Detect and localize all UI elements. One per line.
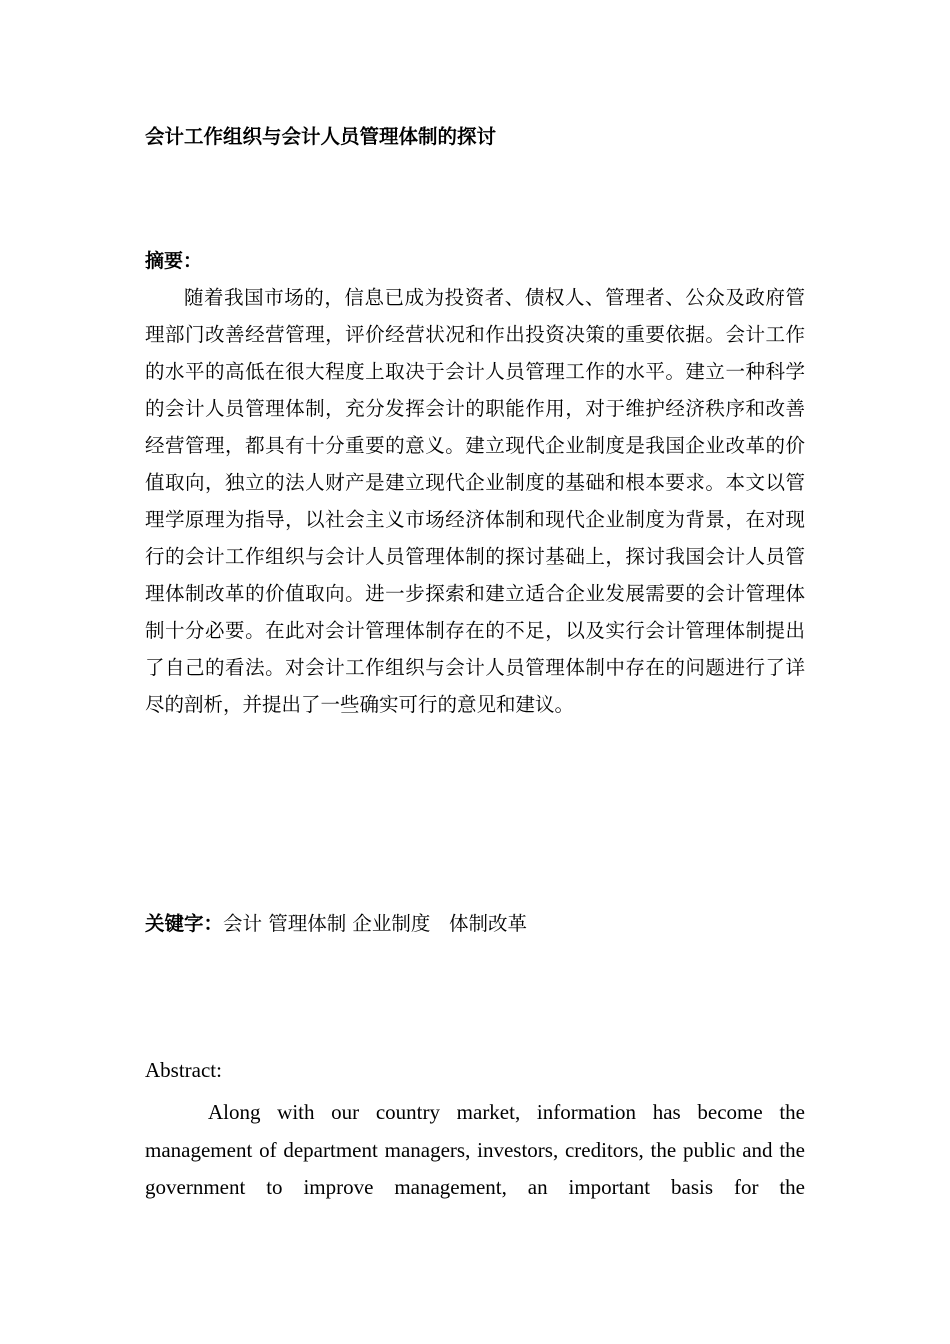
abstract-en-body: Along with our country market, information has become the management of department managers, investors, creditors, the public and the government to improve management, an important basis for the bbox=[145, 1100, 805, 1199]
keywords-line bbox=[145, 910, 805, 938]
abstract-en-heading: Abstract: bbox=[145, 1058, 222, 1082]
keywords-label: 关键字： bbox=[145, 912, 224, 935]
abstract-cn-body: 随着我国市场的，信息已成为投资者、债权人、管理者、公众及政府管理部门改善经营管理，评价经营状况和作出投资决策的重要依据。会计工作的水平的高低在很大程度上取决于会计人员管理工作的水平。建立一种科学的会计人员管理体制，充分发挥会计的职能作用，对于维护经济秩序和改善经营管理，都具有十分重要的意义。建立现代企业制度是我国企业改革的价值取向，独立的法人财产是建立现代企业制度的基础和根本要求。本文以管理学原理为指导，以社会主义市场经济体制和现代企业制度为背景，在对现行的会计工作组织与会计人员管理体制的探讨基础上，探讨我国会计人员管理体制改革的价值取向。进一步探索和建立适合企业发展需要的会计管理体制十分必要。在此对会计管理体制存在的不足，以及实行会计管理体制提出了自己的看法。对会计工作组织与会计人员管理体制中存在的问题进行了详尽的剖析，并提出了一些确实可行的意见和建议。 bbox=[145, 286, 805, 716]
keywords-value: 会计 管理体制 企业制度 体制改革 bbox=[223, 912, 528, 935]
abstract-cn-heading: 摘要： bbox=[145, 250, 203, 272]
document-title: 会计工作组织与会计人员管理体制的探讨 bbox=[145, 125, 497, 148]
